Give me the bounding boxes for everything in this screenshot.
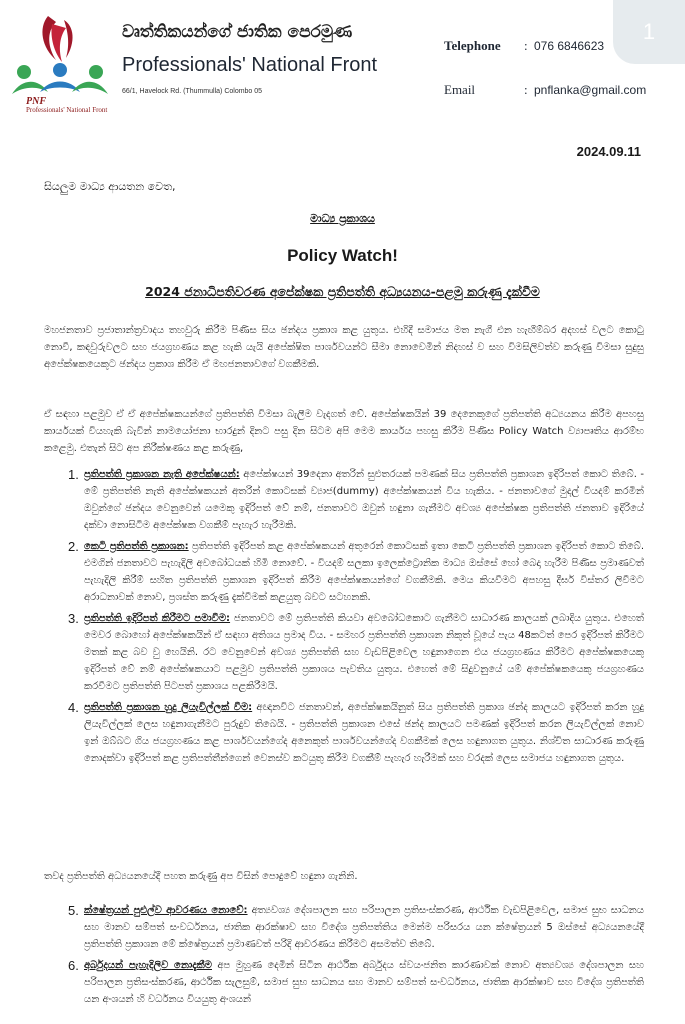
organization-name-english: Professionals' National Front: [122, 54, 378, 76]
finding-heading: කෙටි ප්‍රතිපත්ති ප්‍රකාශන:: [84, 541, 189, 552]
logo-green-head-right: [89, 65, 103, 79]
logo-green-arm-left: [12, 82, 48, 94]
logo-abbreviation: PNF: [26, 96, 46, 107]
finding-heading: ක්ෂේත්‍රයන් පුළුල්ව ආවරණය නොවේ:: [84, 905, 248, 916]
finding-heading: ප්‍රතිපත්ති ප්‍රකාශන නැති අපේක්ෂයන්:: [84, 469, 240, 480]
finding-body: [84, 957, 644, 1008]
finding-text: අඥානවිට ජනතාවන්, අපේක්ෂකයිනුත් සිය ප්‍රතිපත්ති ප්‍රකාශ ඡන්ද කාලයට ඉදිරිපත් කරන හුදු ලියැවිල්ලක් ලෙස හඳුනාගැනීමට පුරුදුව තිබෙයි. - ප්‍රතිපත්ති ප්‍රකාශන එසේ ඡන්ද කාලයට පමණක් ඉදිරිපත් කරන ලියැවිල්ලක් නොව ඉන් ඔබ්බට ගිය ජයග්‍රහණය කළ පාර්ශවයන්ගේද අනෙකුත් පාර්ශවයන්ගේද වගකීමක් ලෙස හඳුනාගත යුතුය. නිශ්චිත සාධාරණ කරුණු නොදක්වා ඉදිරිපත් කළ ප්‍රතිපත්තීන්ගෙන් වෙනස්ව කටයුතු කිරීම වගකීම් පැහැර හැරීමක් සහ වරදක් ලෙස සමාජය හඳුනාගත යුතුය.: [84, 702, 644, 764]
finding-heading: ප්‍රතිපත්ති ඉදිරිපත් කිරීමට පමාවීම:: [84, 613, 231, 624]
finding-number: 2.: [68, 539, 79, 554]
logo-green-arm-right: [72, 82, 108, 94]
finding-heading: ප්‍රතිපත්ති ප්‍රකාශන හුදු ලියැවිල්ලක් වීම:: [84, 702, 253, 713]
finding-number: 4.: [68, 700, 79, 715]
finding-heading: අර්බුදයන් පැහැදිලිව නොදැකීම: [84, 960, 212, 971]
logo-red-flame-right: [64, 20, 73, 58]
finding-text: අත්‍යවශ්‍ය දේශපාලන සහ පරිපාලන ප්‍රතිසංස්කරණ, ආර්ථික වැඩපිළිවෙල, සමාජ සුභ සාධනය සහ මානව සම්පත් සංවර්ධනය, ජාතික ආරක්ෂාව සහ විදේශ ප්‍රතිපත්තිය මෙන්ම පරිසරය යන ක්ෂේත්‍රයන් 5 ඔස්සේ අධ්‍යයනයේදී ප්‍රතිපත්ති ප්‍රකාශන මේ ක්ෂේත්‍රයන් ප්‍රමාණවත් පරිදි ආවරණය කිරීමට අසමත්ව තිබේ.: [84, 905, 644, 950]
letterhead: [0, 0, 685, 132]
telephone-value[interactable]: 076 6846623: [534, 39, 605, 53]
email-separator: :: [524, 82, 528, 97]
logo-caption-block: [26, 98, 116, 114]
finding-body: [84, 538, 644, 606]
organization-address: 66/1, Havelock Rd. (Thummulla) Colombo 05: [122, 88, 263, 95]
finding-item: [44, 902, 644, 953]
document-title: Policy Watch!: [287, 246, 398, 265]
finding-text: අප මුහුණ දෙමින් සිටින ආර්ථික අර්බුදය ස්වයංජනිත කාරණාවක් නොව අත්‍යවශ්‍ය දේශපාලන සහ පරිපාලන ප්‍රතිසංස්කරණ, ආර්ථික සැලසුම්, සමාජ සුභ සාධනය සහ මානව සම්පත් සංවර්ධනය, ජාතික ආරක්ෂාව සහ විදේශ ප්‍රතිපත්ති යන අංශයන් හි වර්ධනය වියයුතු අංශයන්: [84, 960, 644, 1005]
finding-number: 5.: [68, 903, 79, 918]
logo-caption: Professionals' National Front: [26, 106, 108, 114]
email-value[interactable]: pnflanka@gmail.com: [534, 83, 647, 97]
finding-item: [44, 610, 644, 695]
telephone-label: Telephone: [444, 38, 501, 53]
finding-item: [44, 699, 644, 767]
finding-text: අපේක්ෂයන් 39දෙනා අතරින් සුළුතරයක් පමණක් සිය ප්‍රතිපත්ති ප්‍රකාශන ඉදිරිපත් කොට තිබේ. - මේ ප්‍රතිපත්ති නැති අපේක්ෂකයන් අතරින් කොටසක් ව්‍යාජ(dummy) අපේක්ෂකයන් විය හැකිය. - ජනතාවගේ මුදල් වියදම් කරමින් ඔවුන්ගේ ඡන්දය වෙනුවෙන් යමෙකු ඉදිරිපත් වේ නම්, ජනතාවට ඔවුන් හඳුනා ගැනීමට අවශ්‍ය අපේක්ෂක ප්‍රතිපත්ති ජනතාව ඉදිරියේ දක්වා නොසිටීම අපේක්ෂක වගකීම් පැහැර හැරීමකි.: [84, 469, 645, 531]
findings-list: [44, 466, 644, 771]
telephone-separator: :: [524, 38, 528, 53]
finding-body: [84, 902, 644, 953]
document-date: 2024.09.11: [576, 144, 641, 159]
organization-name-sinhala: වෘත්තිකයන්ගේ ජාතික පෙරමුණ: [122, 22, 353, 42]
telephone-row: [444, 38, 604, 54]
page-number-badge: 1: [613, 0, 685, 64]
finding-number: 6.: [68, 958, 79, 973]
salutation: සියලුම මාධ්‍ය ආයතන වෙත,: [44, 180, 176, 193]
finding-item: [44, 957, 644, 1008]
email-label: Email: [444, 82, 476, 97]
finding-text: ප්‍රතිපත්ති ඉදිරිපත් කළ අපේක්ෂකයන් අතුරෙන් කොටසක් ඉතා කෙටි ප්‍රතිපත්ති ප්‍රකාශන ඉදිරිපත් කොට තිබේ. එමගින් ජනතාවට පැහැදිලි අවබෝධයක් හිමි නොවේ. - වියදම් සලකා ඉලෙක්ට්‍රොනික මාධ්‍ය ඔස්සේ හෝ බෙදා හැරීම පිණිස ප්‍රමාණවත් පැහැදිලි කිරීම් සහිත ප්‍රතිපත්ති ප්‍රකාශන ඉදිරිපත් කිරීම අපේක්ෂකයන්ගේ වගකීමකි. මෙය කියවීමට අපහසු දීර්ඝ විස්තර ලිවීමට අරාධනාවක් නොව, ප්‍රශස්ත කරුණු දැක්වීමක් කළයුතු බවට සටහනකි.: [84, 541, 644, 603]
finding-item: [44, 466, 644, 534]
logo-blue-head: [53, 63, 67, 77]
finding-number: 1.: [68, 467, 79, 482]
more-findings-list: [44, 902, 644, 1012]
transition-paragraph: තවද ප්‍රතිපත්ති අධ්‍යයනයේදී පහත කරුණු අප විසින් පොදුවේ හඳුනා ගැනිනි.: [44, 871, 358, 882]
finding-body: [84, 466, 644, 534]
finding-number: 3.: [68, 611, 79, 626]
finding-body: [84, 610, 644, 695]
document-subtitle: 2024 ජනාධිපතිවරණ අපේක්ෂක ප්‍රතිපත්ති අධ්‍යයනය-පළමු කරුණු දැක්වීම: [145, 284, 540, 299]
intro-paragraph-1: මහජනතාව ප්‍රජාතාන්ත්‍රවාදය තහවුරු කිරීම පිණිස සිය ඡන්දය ප්‍රකාශ කළ යුතුය. එහිදී සමාජය මත නැගී එන හැඟීම්බර අදහස් වලට කොටු නොවී, කඳවුරුවලට සහ ජයග්‍රහණය කළ හැකි යැයි අපේක්ෂිත පාර්ශවයන්ට සීමා නොවෙමින් නිදහස් ව සහ විමසිලිවත්ව කරුණු විමසා සුදුසු අපේක්ෂකයෙකුට ඡන්දය ප්‍රකාශ කිරීම ඒ මහජනතාවගේ වගකීමකි.: [44, 325, 644, 370]
document-type-heading: මාධ්‍ය ප්‍රකාශය: [310, 212, 375, 225]
finding-text: ජනතාවට මේ ප්‍රතිපත්ති කියවා අවබෝධකොට ගැනීමට සාධාරණ කාලයක් ලබාදිය යුතුය. එහෙත් මෙවර බොහෝ අපේක්ෂකයින් ඒ සඳහා අතිශය ප්‍රමාද විය. - සමහර ප්‍රතිපත්ති ප්‍රකාශන නිකුත් වූයේ පැය 48කටත් පෙර ඉදිරිපත් කිරීමට මතක් කළ බව වු හෙයිනි. රට වෙනුවෙන් අවශ්‍ය ප්‍රතිපත්ති සහ වැඩපිළිවෙල හඳුනාගෙන එය ජයග්‍රහණය කිරීමට අපේක්ෂකයෙකු ඉදිරිපත් වේ නම් අපේක්ෂකයාට පළමුව ප්‍රතිපත්ති ප්‍රකාශය පැවතිය යුතුය. එහෙත් මේ සිදුවනුයේ යම් අපේක්ෂකයෙකු ජයග්‍රහණය කරවීමට ප්‍රතිපත්ති පිටපත් ප්‍රකාශය පළකිරීමයි.: [84, 613, 644, 692]
intro-paragraph-2: ඒ සඳහා පළමුව ඒ ඒ අපේක්ෂකයන්ගේ ප්‍රතිපත්ති විමසා බැලීම වැදගත් වේ. අපේක්ෂකයින් 39 දෙනෙකුගේ ප්‍රතිපත්ති අධ්‍යයනය කිරීම අපහසු කාර්යයක් වියහැකි බැවින් නාමයෝජනා භාරදුන් දිනට පසු දින සිටම අපි මෙම කාර්යය පහසු කිරීම පිණිස Policy Watch ව්‍යාපෘතිය ආරම්භ කළෙමු. එතැන් සිට අප නිරීක්ෂණය කළ කරුණු,: [44, 409, 644, 454]
logo-green-head-left: [17, 65, 31, 79]
email-row: [444, 82, 646, 98]
finding-item: [44, 538, 644, 606]
finding-body: [84, 699, 644, 767]
